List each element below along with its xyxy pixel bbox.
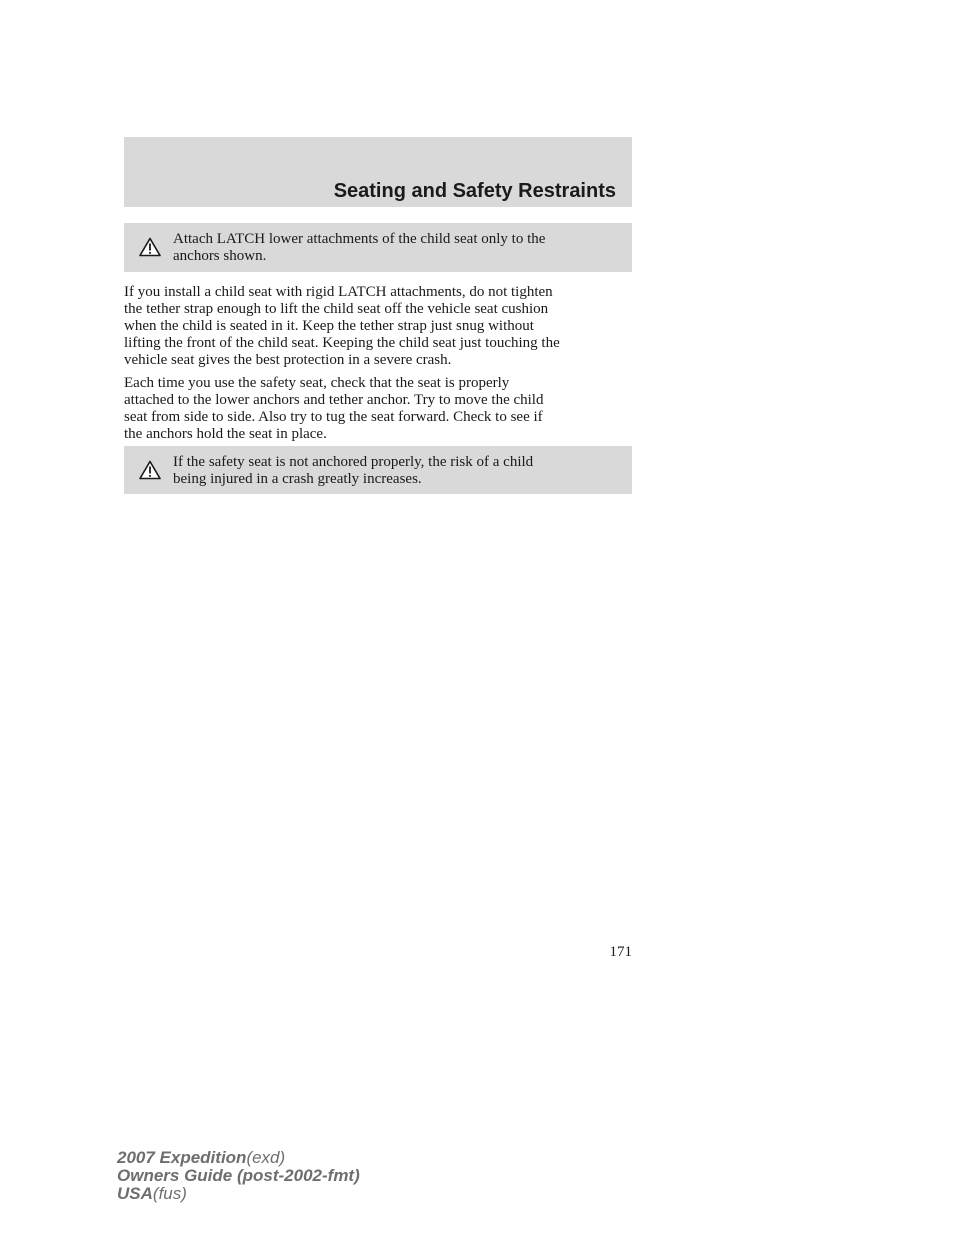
- footer-line-market: [117, 1185, 360, 1203]
- footer-line-model: [117, 1149, 360, 1167]
- footer-line-guide: [117, 1167, 360, 1185]
- footer-model-code: (exd): [246, 1148, 286, 1167]
- page-number: 171: [609, 944, 632, 960]
- body-paragraph-tether: If you install a child seat with rigid LATCH attachments, do not tighten the tether strap enough to lift the child seat off the vehicle seat cushion when the child is seated in it. Keep the tether strap just snug without lifting the front of the child seat. Keeping the child seat just touching the vehicle seat gives the best protection in a severe crash.: [124, 284, 560, 368]
- warning-text: If the safety seat is not anchored properly, the risk of a child being injured in a crash greatly increases.: [173, 454, 534, 487]
- warning-text: Attach LATCH lower attachments of the child seat only to the anchors shown.: [173, 231, 546, 264]
- footer-guide: Owners Guide (post-2002-fmt): [117, 1166, 360, 1185]
- document-footer: [117, 1149, 360, 1203]
- warning-triangle-icon: [139, 237, 161, 257]
- warning-box-latch: [124, 223, 632, 272]
- warning-triangle-icon: [139, 460, 161, 480]
- footer-model: 2007 Expedition: [117, 1148, 247, 1167]
- footer-market: USA: [117, 1184, 153, 1203]
- section-header-band: [124, 137, 632, 207]
- body-paragraph-check-seat: Each time you use the safety seat, check that the seat is properly attached to the lower anchors and tether anchor. Try to move the child seat from side to side. Also try to tug the seat forward. Check to see if the anchors hold the seat in place.: [124, 375, 544, 442]
- section-title: Seating and Safety Restraints: [333, 180, 616, 202]
- warning-box-anchoring: [124, 446, 632, 494]
- footer-market-code: (fus): [152, 1184, 187, 1203]
